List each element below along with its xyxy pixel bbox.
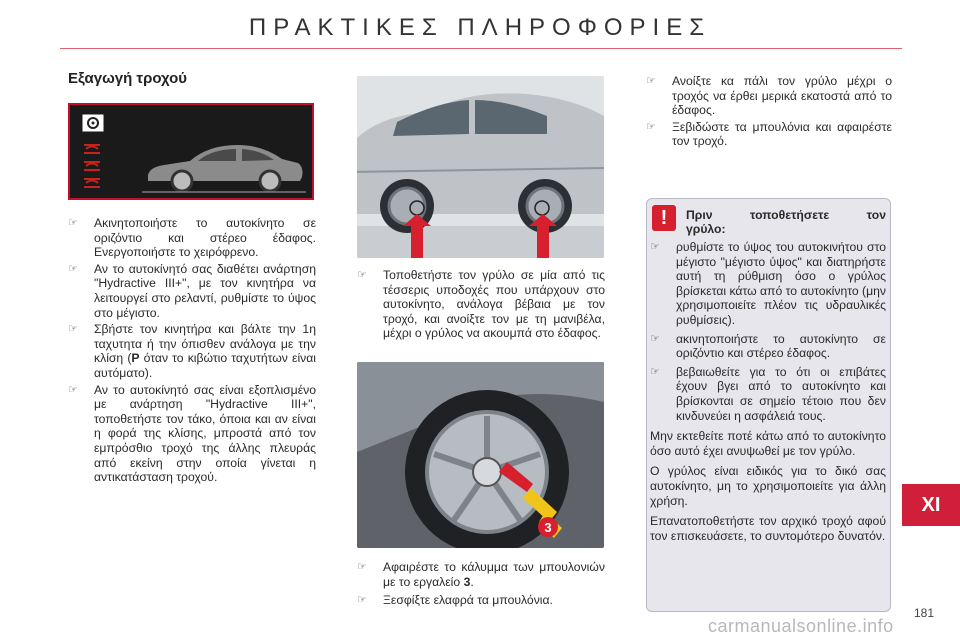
hand-pointer-icon: ☞ [357, 561, 367, 573]
hand-pointer-icon: ☞ [68, 383, 78, 396]
height-low-icon [82, 176, 102, 190]
list-item: ☞ ακινητοποιήστε το αυτοκίνητο σε οριζόντιο και στέρεο έδαφος. [650, 331, 886, 361]
hand-pointer-icon: ☞ [68, 217, 78, 229]
list-item: ☞ Αν το αυτοκίνητό σας είναι εξοπλισμένο με ανάρτηση "Hydractive III+", τοποθετήστε τον τάκο, όποια και αν είναι η φορά της κλίσης, μπροστά από τον εμπρόσθιο τροχό της άλλης πλευράς από εκείνη στην οποία γίνεται η αντικατάσταση τροχού. [68, 382, 316, 485]
hand-pointer-icon: ☞ [646, 75, 656, 87]
list-item: ☞ Αφαιρέστε το κάλυμμα των μπουλονιών με το εργαλείο 3. [357, 560, 605, 589]
hand-pointer-icon: ☞ [650, 332, 660, 345]
warning-content [650, 240, 886, 543]
wheel-illustration [357, 362, 604, 548]
hand-pointer-icon: ☞ [650, 241, 660, 253]
list-item: ☞ βεβαιωθείτε για το ότι οι επιβάτες έχουν βγει από το αυτοκίνητο και βρίσκονται σε σημείο τέτοιο που δεν κινδυνεύει η ασφάλειά τους. [650, 364, 886, 423]
warning-paragraph: Μην εκτεθείτε ποτέ κάτω από το αυτοκίνητο όσο αυτό έχει ανυψωθεί με τον γρύλο. [650, 429, 886, 458]
warning-heading-2: γρύλο: [686, 222, 726, 236]
instructions-column-2 [357, 268, 605, 343]
car-silhouette-icon [142, 135, 306, 197]
list-item: ☞ Ανοίξτε κα πάλι τον γρύλο μέχρι ο τροχός να έρθει μερικά εκατοστά από το έδαφος. [646, 74, 892, 118]
list-item: ☞ Ξεβιδώστε τα μπουλόνια και αφαιρέστε τον τροχό. [646, 119, 892, 149]
warning-exclamation-icon: ! [652, 205, 676, 231]
car-lifted-photo [357, 76, 604, 258]
hand-pointer-icon: ☞ [357, 269, 367, 281]
page-number: 181 [914, 606, 935, 620]
list-item: ☞ Ξεσφίξτε ελαφρά τα μπουλόνια. [357, 593, 553, 608]
hand-pointer-icon: ☞ [68, 323, 78, 336]
tool-number-label: 3 [544, 520, 552, 535]
chapter-tab: XI [902, 484, 960, 526]
car-side-illustration [357, 76, 604, 258]
hand-pointer-icon: ☞ [68, 262, 78, 275]
list-item: ☞ ρυθμίστε το ύψος του αυτοκινήτου στο μέγιστο "μέγιστο ύψος" και διατηρήστε αυτή τη ρύθμιση όσο ο γρύλος βρίσκεται κάτω από το αυτοκίνητο (μην χρησιμοποιείτε πλέον τις υδραυλικές ρυθμίσεις). [650, 240, 887, 327]
section-title: Εξαγωγή τροχού [68, 70, 187, 87]
list-item: ☞ Ακινητοποιήστε το αυτοκίνητο σε οριζόντιο και στέρεο έδαφος. Ενεργοποιήστε το χειρόφρενο. [68, 216, 316, 260]
warning-paragraph: Ο γρύλος είναι ειδικός για το δικό σας αυτοκίνητο, μη το χρησιμοποιείτε για άλλη χρήση. [650, 464, 886, 508]
hand-pointer-icon: ☞ [357, 594, 367, 607]
instructions-column-2-lower [357, 560, 605, 610]
instructions-column-1 [68, 216, 316, 487]
warning-heading: Πριν τοποθετήσετε τον [686, 208, 886, 222]
hand-pointer-icon: ☞ [650, 365, 660, 378]
height-normal-icon [82, 159, 102, 173]
hand-pointer-icon: ☞ [646, 120, 656, 133]
suspension-display-illustration [68, 103, 314, 200]
height-max-icon [82, 114, 104, 132]
list-item: ☞ Αν το αυτοκίνητό σας διαθέτει ανάρτηση "Hydractive III+", με τον κινητήρα να λειτουργεί στο ρελαντί, ρυθμίστε το ύψος στο μέγιστο. [68, 261, 316, 320]
height-high-icon [82, 142, 102, 156]
page-title: ΠΡΑΚΤΙΚΕΣ ΠΛΗΡΟΦΟΡΙΕΣ [248, 14, 712, 41]
list-item: ☞ Σβήστε τον κινητήρα και βάλτε την 1η ταχυτητα ή την όπισθεν ανάλογα με την κλίση (P όταν το κιβώτιο ταχυτήτων είναι αυτόματο). [68, 322, 317, 380]
title-divider [60, 48, 902, 49]
wheel-tool-photo [357, 362, 604, 548]
warning-paragraph: Επανατοποθετήστε τον αρχικό τροχό αφού τον επισκευάσετε, το συντομότερο δυνατόν. [650, 514, 886, 543]
watermark: carmanualsonline.info [708, 616, 894, 636]
list-item: ☞ Τοποθετήστε τον γρύλο σε μία από τις τέσσερις υποδοχές που υπάρχουν στο αυτοκίνητο, ανάλογα βέβαια με τον τροχό, και ανοίξτε τον με τη μανιβέλα, μέχρι ο γρύλος να ακουμπά στο έδαφος. [357, 268, 605, 341]
instructions-column-3 [646, 74, 892, 151]
